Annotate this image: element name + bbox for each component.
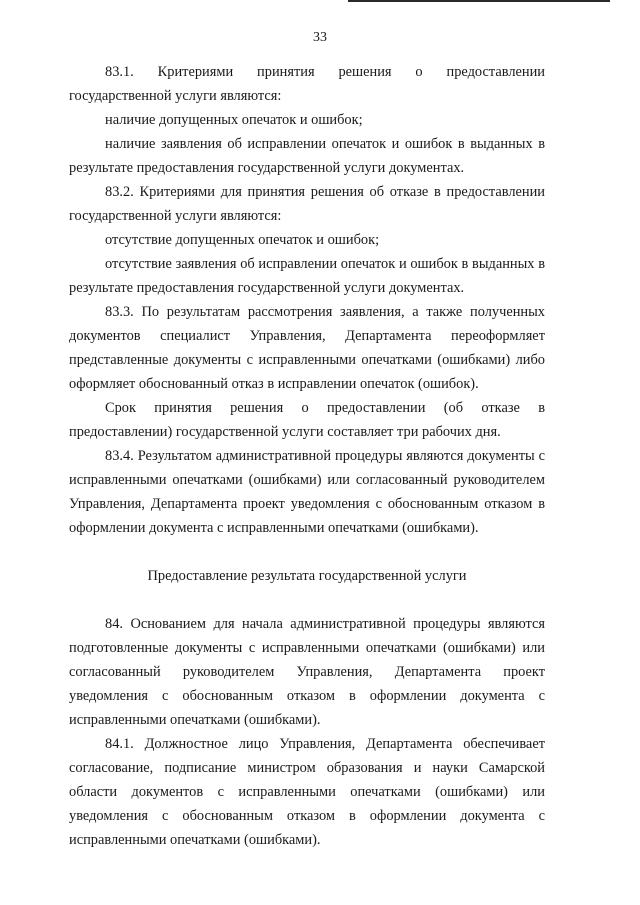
- scan-top-edge-line: [348, 0, 610, 2]
- paragraph-83-1: 83.1. Критериями принятия решения о предоставлении государственной услуги являются:: [69, 64, 545, 104]
- section-heading: Предоставление результата государственной услуги: [147, 568, 467, 584]
- section-spacer: [69, 540, 545, 564]
- paragraph-83-4: 83.4. Результатом административной процедуры являются документы с исправленными опечатками (ошибками) или согласованный руководителем Управления, Департамента проект уведомления с обоснованным отказом в оформлении документа с исправленными опечатками (ошибками).: [69, 448, 545, 536]
- paragraph-83-3: 83.3. По результатам рассмотрения заявления, а также полученных документов специалист Управления, Департамента переоформляет представленные документы с исправленными опечатками (ошибками) либо оформляет обоснованный отказ в исправлении опечаток (ошибок).: [69, 304, 545, 392]
- document-body: [69, 60, 545, 852]
- paragraph-decision-term: Срок принятия решения о предоставлении (об отказе в предоставлении) государственной услуги составляет три рабочих дня.: [69, 400, 545, 440]
- paragraph-criterion-errors-present: наличие допущенных опечаток и ошибок;: [105, 112, 363, 128]
- paragraph-84-1: 84.1. Должностное лицо Управления, Департамента обеспечивает согласование, подписание министром образования и науки Самарской области документов с исправленными опечатками (ошибками) или уведомления с обоснованным отказом в оформлении документа с исправленными опечатками (ошибками).: [69, 736, 545, 848]
- paragraph-83-2: 83.2. Критериями для принятия решения об отказе в предоставлении государственной услуги являются:: [69, 184, 545, 224]
- page-number: 33: [313, 30, 327, 45]
- paragraph-criterion-application-absent: отсутствие заявления об исправлении опечаток и ошибок в выданных в результате предоставления государственной услуги документах.: [69, 256, 545, 296]
- paragraph-criterion-application-present: наличие заявления об исправлении опечаток и ошибок в выданных в результате предоставления государственной услуги документах.: [69, 136, 545, 176]
- paragraph-84: 84. Основанием для начала административной процедуры являются подготовленные документы с исправленными опечатками (ошибками) или согласованный руководителем Управления, Департамента проект уведомления с обоснованным отказом в оформлении документа с исправленными опечатками (ошибками).: [69, 616, 545, 728]
- paragraph-criterion-errors-absent: отсутствие допущенных опечаток и ошибок;: [105, 232, 380, 248]
- section-spacer: [69, 588, 545, 612]
